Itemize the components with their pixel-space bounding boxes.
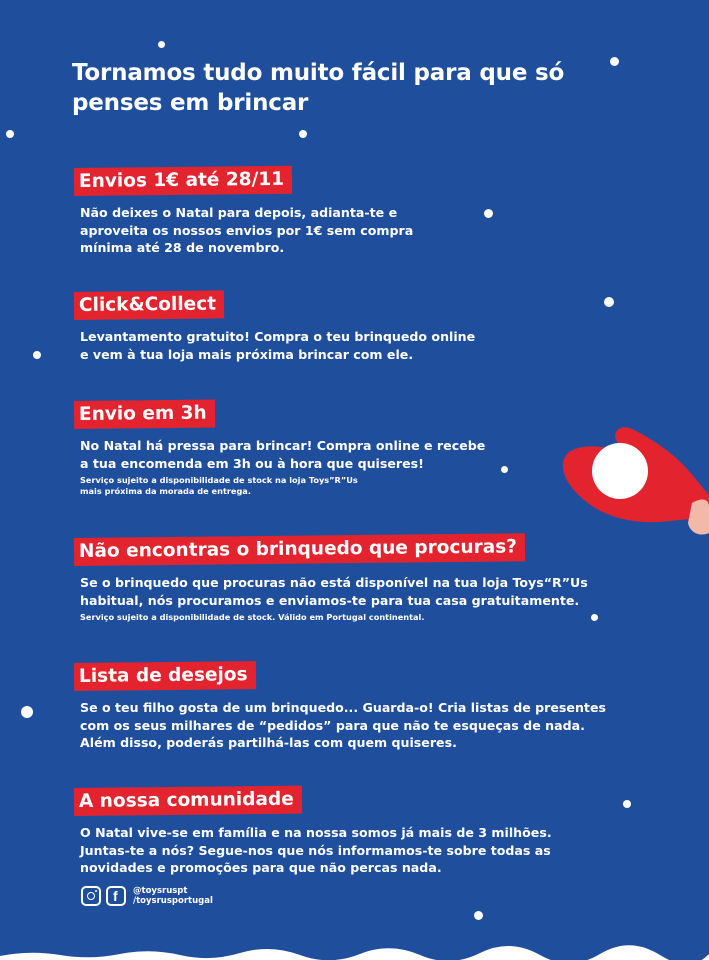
snow-dot [501,466,508,473]
section-text [80,328,475,363]
social-handles [133,886,213,906]
section-text [80,574,588,623]
snow-dot [604,297,614,307]
text-line: Se o teu filho gosta de um brinquedo... Guarda-o! Cria listas de presentes [80,700,606,715]
section-lista-desejos [80,663,606,752]
section-envio-3h [80,401,485,497]
note-line: mais próxima da morada de entrega. [80,486,251,496]
section-nao-encontras [80,538,588,623]
section-heading: Envio em 3h [74,400,215,429]
facebook-icon[interactable] [106,886,126,906]
snow-dot [623,800,631,808]
snow-dot [474,911,483,920]
text-line: com os seus milhares de “pedidos” para que não te esqueças de nada. [80,717,585,733]
text-line: novidades e promoções para que não percas nada. [80,860,442,875]
text-line: mínima até 28 de novembro. [80,240,285,255]
text-line: Não deixes o Natal para depois, adianta-te e [80,205,398,220]
note-line: Serviço sujeito a disponibilidade de stock. Válido em Portugal continental. [80,612,425,622]
snow-dot [484,209,493,218]
snow-dot [33,351,41,359]
text-line: e vem à tua loja mais próxima brincar com ele. [80,346,414,362]
section-comunidade [80,788,552,877]
facebook-handle[interactable]: /toysrusportugal [133,896,213,906]
section-click-collect [80,292,475,363]
text-line: Levantamento gratuito! Compra o teu brinquedo online [80,329,476,344]
snow-dot [21,706,33,718]
section-heading: A nossa comunidade [74,786,302,816]
section-heading: Envios 1€ até 28/11 [74,166,292,196]
text-line: No Natal há pressa para brincar! Compra online e recebe [80,438,486,453]
page-title: Tornamos tudo muito fácil para que só penses em brincar [72,60,565,116]
text-line: Além disso, poderás partilhá-las com quem quiseres. [80,735,457,750]
text-line: a tua encomenda em 3h ou à hora que quiseres! [80,455,424,471]
snow-dot [6,130,14,138]
section-text [80,699,606,752]
text-line: habitual, nós procuramos e enviamos-te para tua casa gratuitamente. [80,592,580,608]
snow-dot [610,57,619,66]
instagram-handle[interactable]: @toysruspt [133,886,188,896]
section-heading: Não encontras o brinquedo que procuras? [74,533,525,566]
text-line: Se o brinquedo que procuras não está disponível na tua loja Toys“R”Us [80,575,588,590]
text-line: Juntas-te a nós? Segue-nos que nós informamos-te sobre todas as [80,842,551,858]
section-text [80,437,485,497]
note-line: Serviço sujeito a disponibilidade de stock na loja Toys”R”Us [80,475,358,485]
text-line: aproveita os nossos envios por 1€ sem compra [80,222,414,238]
social-links [81,886,213,906]
section-envios [80,168,413,257]
snow-dot [299,130,307,138]
snow-dot [158,41,165,48]
section-text [80,824,552,877]
section-text [80,204,413,257]
text-line: O Natal vive-se em família e na nossa somos já mais de 3 milhões. [80,825,552,840]
instagram-icon[interactable] [81,886,101,906]
facebook-glyph: f [113,888,118,904]
section-heading: Lista de desejos [74,661,256,691]
section-heading: Click&Collect [74,290,224,320]
snow-dot [591,614,598,621]
mitten-snowball-illustration [560,425,709,545]
bottom-snow-edge [0,940,709,960]
